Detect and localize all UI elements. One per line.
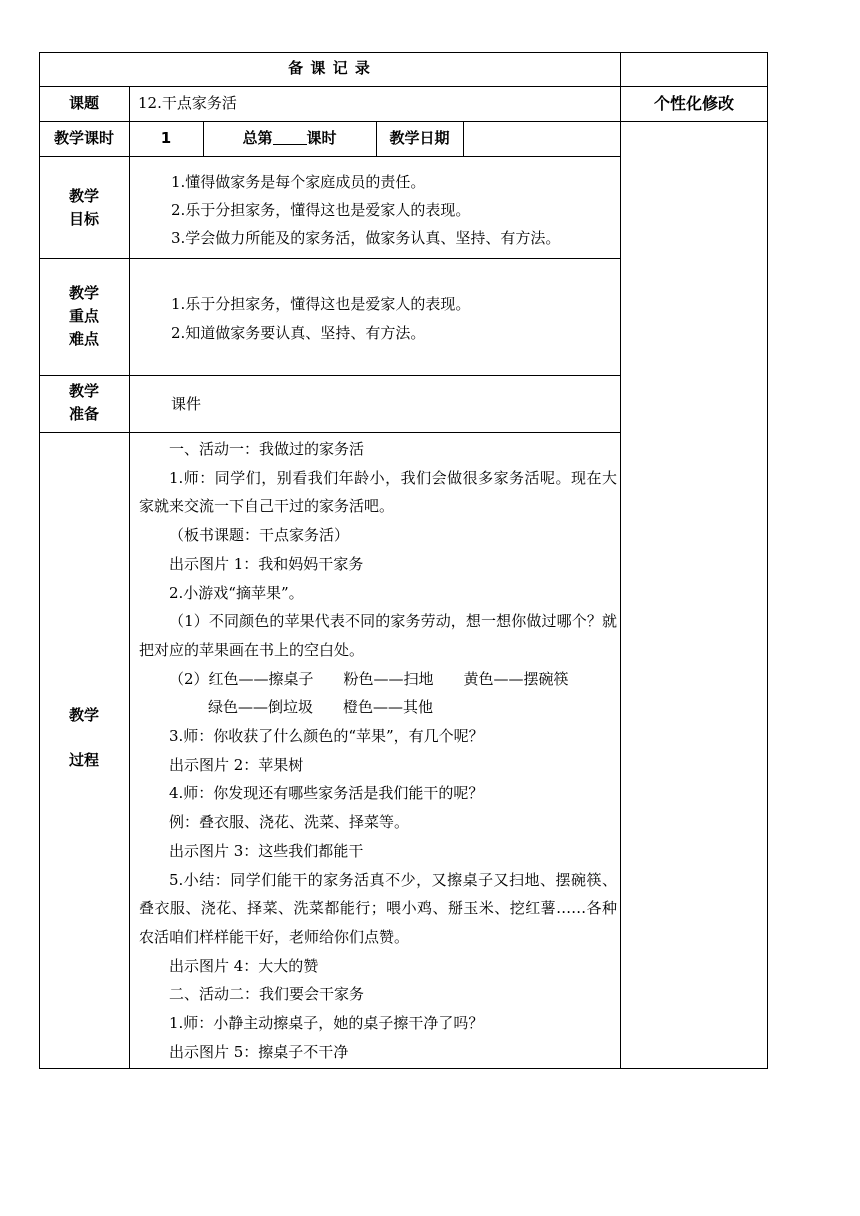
process-paragraph: 出示图片 1：我和妈妈干家务 [169, 554, 364, 573]
preparation-label [39, 380, 129, 426]
course-label: 课题 [68, 94, 99, 112]
hours-value: 1 [160, 129, 172, 147]
key-points-label-line3: 难点 [68, 330, 99, 348]
page-title: 备 课 记 录 [288, 59, 371, 77]
rule-side-col [620, 52, 621, 1069]
process-paragraph: （板书课题：干点家务活） [169, 526, 350, 545]
process-paragraph: 4.师：你发现还有哪些家务活是我们能干的呢？ [169, 784, 484, 803]
process-paragraph: 出示图片 3：这些我们都能干 [169, 841, 364, 860]
rule-hours-col3 [463, 121, 464, 156]
process-paragraph: 二、活动二：我们要会干家务 [169, 985, 365, 1004]
rule-row6 [39, 432, 620, 433]
key-points-label [39, 282, 129, 351]
key-point-item: 2.知道做家务要认真、坚持、有方法。 [171, 324, 426, 342]
process-paragraph: 例：叠衣服、浇花、洗菜、择菜等。 [169, 813, 410, 832]
key-points-label-line2: 重点 [68, 307, 99, 325]
objective-item: 1.懂得做家务是每个家庭成员的责任。 [171, 173, 426, 191]
process-paragraph: 1.师：同学们，别看我们年龄小，我们会做很多家务活呢。现在大家就来交流一下自己干过的家务活吧。 [139, 468, 617, 516]
rule-row5 [39, 375, 620, 376]
total-hours-prefix: 总第 [242, 129, 273, 147]
process-paragraph: （2）红色——擦桌子 粉色——扫地 黄色——摆碗筷 [169, 669, 569, 688]
rule-row1 [39, 86, 768, 87]
preparation-value: 课件 [171, 395, 202, 413]
process-paragraph: 出示图片 4：大大的赞 [169, 956, 319, 975]
key-points-label-line1: 教学 [68, 284, 99, 302]
process-paragraph: 3.师：你收获了什么颜色的“苹果”，有几个呢？ [169, 727, 484, 746]
rule-row2 [39, 121, 768, 122]
objectives-label-line1: 教学 [68, 187, 99, 205]
process-paragraph: 绿色——倒垃圾 橙色——其他 [208, 698, 434, 717]
process-paragraph: 出示图片 5：擦桌子不干净 [169, 1042, 349, 1061]
process-paragraph: 2.小游戏“摘苹果”。 [169, 583, 304, 602]
process-label-line1: 教学 [68, 706, 99, 724]
total-hours-blank [273, 128, 307, 145]
rule-bottom [39, 1068, 768, 1069]
side-column-label: 个性化修改 [653, 94, 734, 113]
course-value: 12.干点家务活 [138, 94, 237, 112]
rule-top [39, 52, 768, 53]
lesson-plan-table [39, 52, 768, 1069]
process-paragraph: 1.师：小静主动擦桌子，她的桌子擦干净了吗？ [169, 1014, 484, 1033]
process-paragraph: 出示图片 2：苹果树 [169, 755, 304, 774]
process-label-line2: 过程 [68, 751, 99, 769]
objective-item: 2.乐于分担家务，懂得这也是爱家人的表现。 [171, 201, 471, 219]
rule-label-col [129, 86, 130, 1069]
preparation-label-line2: 准备 [68, 405, 99, 423]
objectives-label [39, 185, 129, 231]
process-paragraph: 一、活动一：我做过的家务活 [169, 440, 365, 458]
process-label [39, 704, 129, 771]
rule-right [767, 52, 768, 1069]
rule-row4 [39, 258, 620, 259]
process-content [139, 435, 617, 1066]
process-paragraph: （1）不同颜色的苹果代表不同的家务劳动，想一想你做过哪个？就把对应的苹果画在书上的空白处。 [139, 612, 617, 659]
date-label: 教学日期 [389, 129, 450, 147]
total-hours [203, 124, 376, 153]
key-point-item: 1.乐于分担家务，懂得这也是爱家人的表现。 [171, 295, 471, 313]
objectives-label-line2: 目标 [68, 210, 99, 228]
preparation-label-line1: 教学 [68, 382, 99, 400]
total-hours-suffix: 课时 [306, 129, 337, 147]
objective-item: 3.学会做力所能及的家务活，做家务认真、坚持、有方法。 [171, 229, 561, 247]
hours-label: 教学课时 [53, 129, 114, 147]
process-paragraph: 5.小结：同学们能干的家务活真不少，又擦桌子又扫地、摆碗筷、叠衣服、浇花、择菜、洗菜都能行；喂小鸡、掰玉米、挖红薯……各种农活咱们样样能干好，老师给你们点赞。 [139, 870, 617, 946]
rule-row3 [39, 156, 620, 157]
